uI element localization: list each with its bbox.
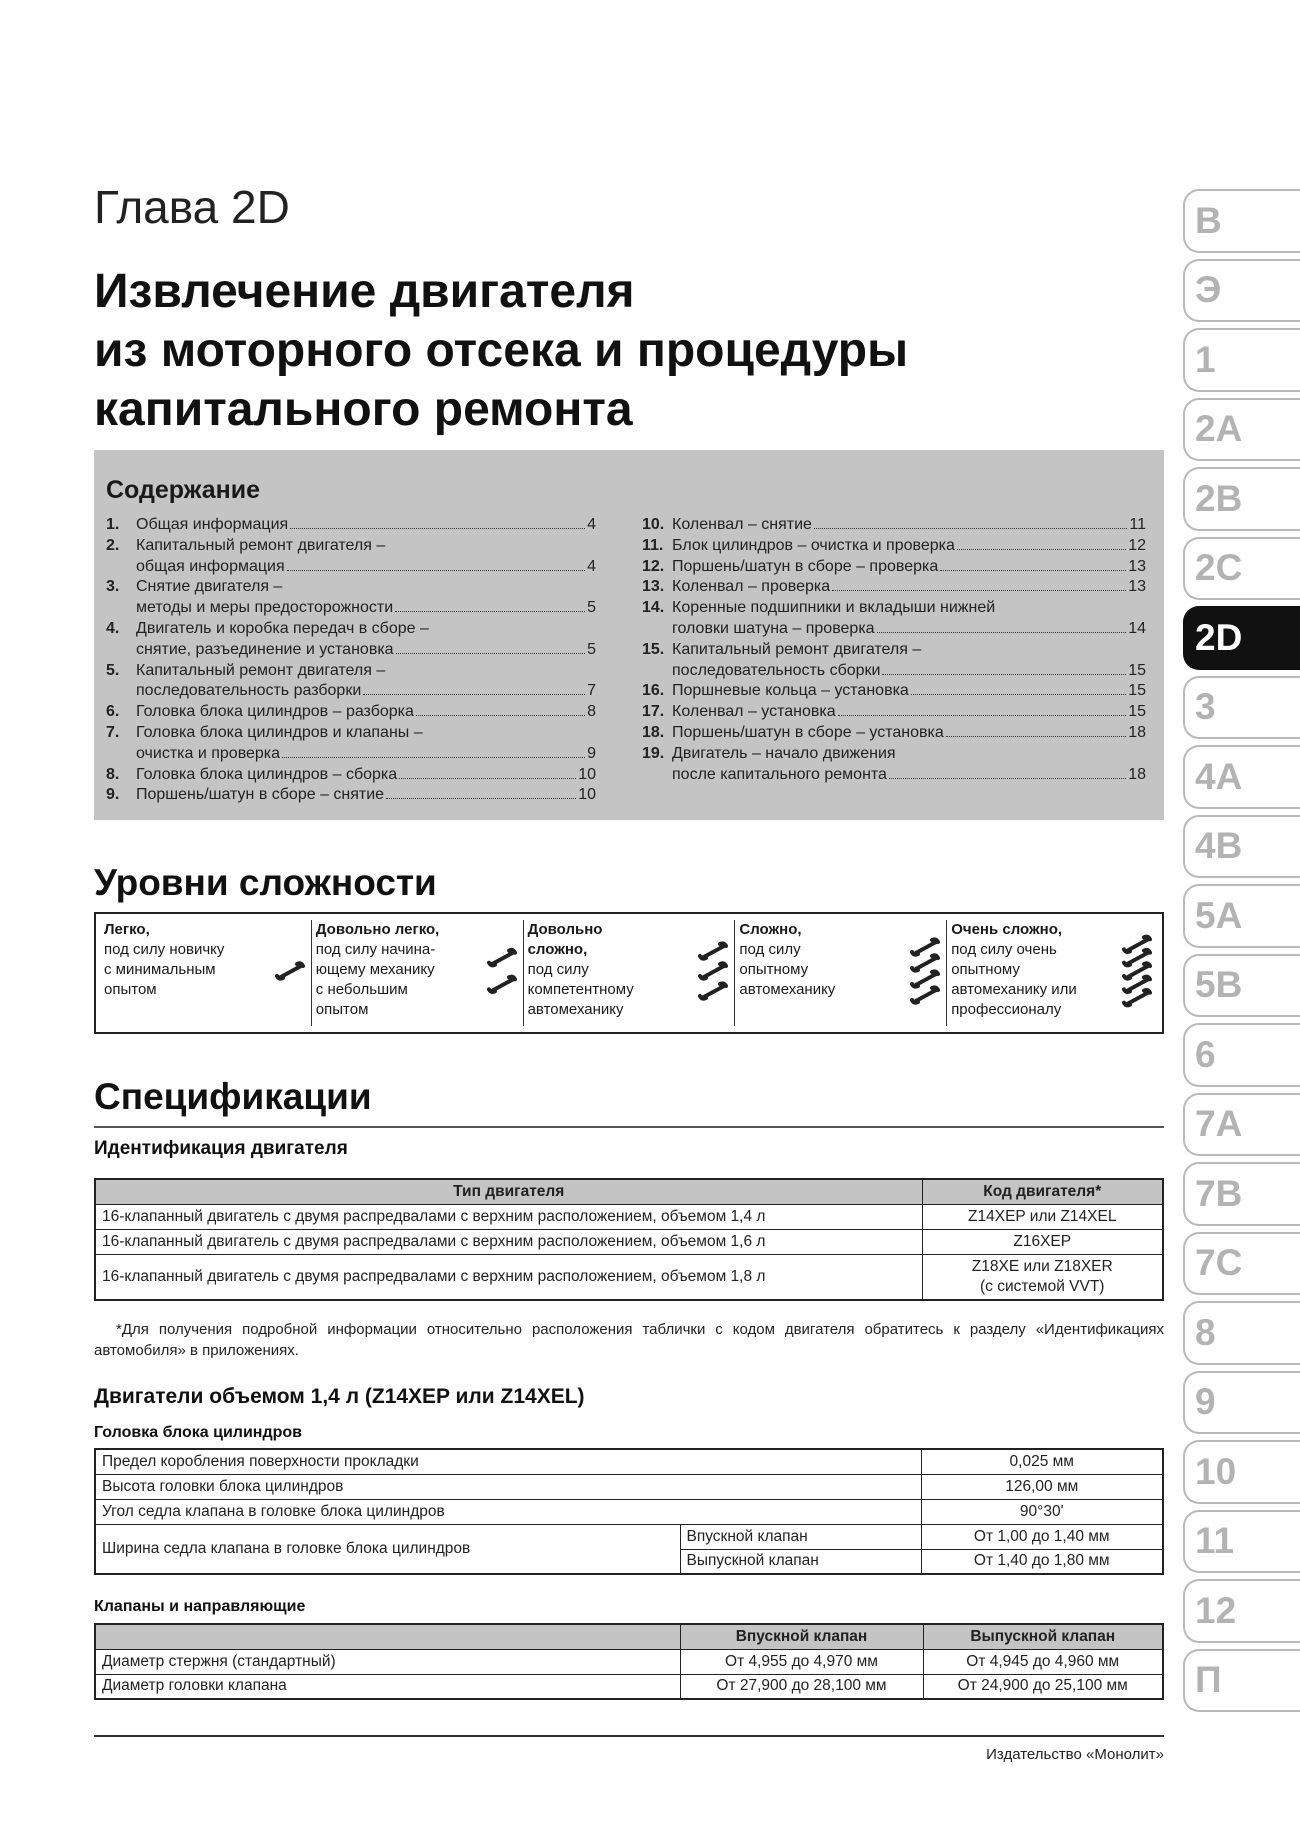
engine-code-line: Z18XE или Z18XER — [971, 1257, 1113, 1275]
toc-label: Коренные подшипники и вкладыши нижней — [672, 599, 996, 617]
tab-chapter-5a[interactable]: 5A — [1183, 884, 1300, 948]
toc-text — [672, 577, 1146, 598]
difficulty-title: Очень сложно, — [951, 921, 1063, 938]
chapter-label: Глава 2D — [94, 181, 290, 233]
toc-right-column — [642, 515, 1146, 806]
toc-label: Поршень/шатун в сборе – проверка — [672, 557, 939, 575]
toc-text — [672, 744, 1146, 786]
table-row — [95, 1449, 1163, 1474]
toc-label: Коленвал – снятие — [672, 516, 812, 533]
toc-text — [672, 536, 1146, 557]
toc-text — [672, 598, 1146, 640]
toc-text — [136, 661, 596, 703]
difficulty-level — [947, 920, 1158, 1026]
engine-code-cell: Z16XEP — [922, 1229, 1163, 1254]
toc-text — [672, 702, 1146, 723]
toc-number: 18. — [642, 723, 665, 741]
value-cell: От 1,40 до 1,80 мм — [921, 1549, 1163, 1574]
specs-heading: Спецификации — [94, 1076, 1164, 1128]
engine-code-cell: Z14XEP или Z14XEL — [922, 1204, 1163, 1229]
difficulty-title: Довольно легко, — [315, 921, 440, 938]
difficulty-description: автомеханику — [739, 981, 836, 998]
table-row — [95, 1674, 1163, 1699]
toc-line — [136, 785, 596, 806]
difficulty-description: ющему механику — [315, 961, 435, 978]
col-param — [95, 1624, 680, 1649]
contents-box — [94, 450, 1164, 820]
toc-label: Поршень/шатун в сборе – снятие — [136, 786, 385, 804]
toc-text — [672, 640, 1146, 682]
toc-leader-dots — [814, 528, 1127, 529]
spanner-icon — [1122, 932, 1152, 1012]
toc-label: Капитальный ремонт двигателя – — [136, 661, 386, 679]
difficulty-description: под силу — [739, 941, 801, 958]
toc-label: Общая информация — [136, 516, 289, 533]
toc-line — [136, 723, 596, 744]
toc-text — [136, 765, 596, 786]
title-line: из моторного отсека и процедуры — [94, 324, 909, 377]
engine14-heading: Двигатели объемом 1,4 л (Z14XEP или Z14XEL) — [94, 1385, 585, 1408]
col-engine-code: Код двигателя* — [922, 1179, 1163, 1204]
tab-chapter-2a[interactable]: 2A — [1183, 398, 1300, 462]
toc-line — [136, 536, 596, 557]
difficulty-title: Легко, — [104, 921, 150, 938]
difficulty-icon — [273, 920, 307, 1026]
toc-line — [136, 702, 596, 723]
spanner-mark — [912, 939, 938, 954]
spanner-icon — [910, 932, 940, 1012]
engine-id-heading: Идентификация двигателя — [94, 1138, 348, 1159]
difficulty-text — [951, 920, 1120, 1026]
toc-line — [136, 640, 596, 661]
toc-leader-dots — [290, 528, 585, 529]
table-header-row — [95, 1179, 1163, 1204]
toc-label: головки шатуна – проверка — [672, 619, 875, 637]
toc-page-number: 13 — [1128, 578, 1146, 596]
toc-item[interactable] — [642, 557, 1146, 578]
toc-number: 7. — [106, 723, 120, 741]
toc-page-number: 10 — [578, 765, 596, 783]
toc-label: Поршневые кольца – установка — [672, 682, 909, 700]
difficulty-description: опытом — [315, 1001, 369, 1018]
spanner-icon — [698, 932, 728, 1012]
toc-line — [672, 515, 1146, 536]
toc-label: Капитальный ремонт двигателя – — [672, 640, 922, 658]
toc-line — [672, 619, 1146, 640]
toc-line — [672, 577, 1146, 598]
valves-table — [94, 1623, 1164, 1700]
difficulty-icon — [485, 920, 519, 1026]
toc-number: 14. — [642, 599, 665, 617]
toc-line — [672, 744, 1146, 765]
title-line: капитального ремонта — [94, 383, 633, 436]
difficulty-heading: Уровни сложности — [94, 862, 1164, 914]
toc-leader-dots — [838, 715, 1127, 716]
toc-number: 9. — [106, 786, 120, 804]
toc-item[interactable] — [642, 515, 1146, 536]
difficulty-description: опытному — [739, 961, 809, 978]
spanner-mark — [912, 971, 938, 986]
engine-type-cell: 16-клапанный двигатель с двумя распредвалами с верхним расположением, объемом 1,8 л — [95, 1254, 922, 1300]
engine-code-line: (с системой VVT) — [980, 1277, 1105, 1295]
difficulty-icon — [696, 920, 730, 1026]
toc-item[interactable] — [642, 598, 1146, 640]
toc-item[interactable] — [106, 661, 596, 703]
tab-chapter-11[interactable]: 11 — [1183, 1510, 1300, 1574]
toc-line — [672, 640, 1146, 661]
tab-chapter-8[interactable]: 8 — [1183, 1301, 1300, 1365]
toc-number: 17. — [642, 703, 665, 721]
toc-leader-dots — [395, 611, 585, 612]
footer-divider — [94, 1735, 1164, 1737]
toc-text — [672, 515, 1146, 536]
toc-item[interactable] — [642, 744, 1146, 786]
toc-line — [136, 598, 596, 619]
toc-number: 10. — [642, 516, 665, 533]
tab-chapter-4a[interactable]: 4A — [1183, 745, 1300, 809]
toc-label: снятие, разъединение и установка — [136, 640, 394, 658]
toc-leader-dots — [940, 570, 1126, 571]
spanner-mark — [700, 983, 726, 998]
difficulty-description: под силу очень — [951, 941, 1057, 958]
toc-item[interactable] — [642, 536, 1146, 557]
cyl-head-heading: Головка блока цилиндров — [94, 1424, 302, 1441]
table-row — [95, 1254, 1163, 1300]
toc-page-number: 7 — [587, 682, 596, 700]
spanner-mark — [489, 950, 515, 965]
value-cell: 0,025 мм — [921, 1449, 1163, 1474]
toc-leader-dots — [287, 570, 585, 571]
spanner-icon — [275, 932, 305, 1012]
toc-number: 4. — [106, 619, 120, 637]
toc-page-number: 18 — [1128, 723, 1146, 741]
toc-item[interactable] — [642, 723, 1146, 744]
value-cell: 126,00 мм — [921, 1474, 1163, 1499]
param-cell: Угол седла клапана в головке блока цилиндров — [95, 1499, 921, 1524]
tab-chapter-12[interactable]: 12 — [1183, 1579, 1300, 1643]
param-cell: Предел коробления поверхности прокладки — [95, 1449, 921, 1474]
toc-number: 19. — [642, 744, 665, 762]
param-cell: Ширина седла клапана в головке блока цилиндров — [95, 1524, 680, 1574]
toc-line — [136, 681, 596, 702]
toc-text — [672, 681, 1146, 702]
toc-text — [136, 577, 596, 619]
toc-label: Двигатель – начало движения — [672, 744, 896, 762]
exhaust-cell: От 24,900 до 25,100 мм — [923, 1674, 1163, 1699]
difficulty-description: автомеханику или — [951, 981, 1077, 998]
toc-page-number: 15 — [1128, 703, 1146, 721]
toc-page-number: 15 — [1128, 682, 1146, 700]
toc-page-number: 14 — [1128, 619, 1146, 637]
spanner-mark — [912, 987, 938, 1002]
difficulty-icon — [908, 920, 942, 1026]
sub-param-cell: Выпускной клапан — [680, 1549, 921, 1574]
toc-page-number: 12 — [1128, 536, 1146, 554]
difficulty-description: опытом — [104, 981, 157, 998]
page-title — [94, 262, 1154, 439]
toc-item[interactable] — [642, 577, 1146, 598]
toc-line — [136, 515, 596, 536]
toc-line — [672, 723, 1146, 744]
toc-number: 5. — [106, 661, 120, 679]
toc-item[interactable] — [106, 577, 596, 619]
tab-chapter-э[interactable]: Э — [1183, 259, 1300, 323]
toc-text — [136, 515, 596, 536]
toc-label: Головка блока цилиндров – разборка — [136, 703, 414, 721]
tab-chapter-10[interactable]: 10 — [1183, 1440, 1300, 1504]
toc-number: 2. — [106, 536, 120, 554]
difficulty-title: Сложно, — [739, 921, 802, 938]
engine-code-cell — [922, 1254, 1163, 1300]
toc-page-number: 15 — [1128, 661, 1146, 679]
toc-label: очистка и проверка — [136, 744, 281, 762]
toc-text — [136, 723, 596, 765]
difficulty-levels — [94, 912, 1164, 1034]
difficulty-description: с минимальным — [104, 961, 216, 978]
tab-chapter-1[interactable]: 1 — [1183, 328, 1300, 392]
toc-text — [136, 785, 596, 806]
title-line: Извлечение двигателя — [94, 265, 635, 318]
toc-line — [136, 661, 596, 682]
spanner-mark — [277, 963, 303, 978]
toc-line — [136, 577, 596, 598]
valves-heading: Клапаны и направляющие — [94, 1598, 306, 1615]
spanner-mark — [912, 955, 938, 970]
toc-leader-dots — [386, 798, 576, 799]
toc-number: 16. — [642, 682, 665, 700]
difficulty-description: автомеханику — [527, 1001, 624, 1018]
sub-param-cell: Впускной клапан — [680, 1524, 921, 1549]
value-cell: От 1,00 до 1,40 мм — [921, 1524, 1163, 1549]
toc-label: Головка блока цилиндров и клапаны – — [136, 723, 423, 741]
toc-leader-dots — [911, 694, 1126, 695]
toc-number: 11. — [642, 536, 664, 554]
difficulty-level — [312, 920, 524, 1026]
table-row — [95, 1524, 1163, 1549]
difficulty-icon — [1120, 920, 1154, 1026]
exhaust-cell: От 4,945 до 4,960 мм — [923, 1649, 1163, 1674]
toc-line — [136, 557, 596, 578]
spanner-mark — [700, 963, 726, 978]
toc-leader-dots — [416, 715, 585, 716]
toc-label: Блок цилиндров – очистка и проверка — [672, 536, 955, 554]
toc-label: Двигатель и коробка передач в сборе – — [136, 619, 429, 637]
tab-chapter-п[interactable]: П — [1183, 1649, 1300, 1713]
toc-item[interactable] — [642, 702, 1146, 723]
tab-chapter-2b[interactable]: 2B — [1183, 467, 1300, 531]
cyl-head-table — [94, 1448, 1164, 1575]
spanner-icon — [487, 932, 517, 1012]
toc-line — [672, 598, 1146, 619]
engine-type-cell: 16-клапанный двигатель с двумя распредвалами с верхним расположением, объемом 1,6 л — [95, 1229, 922, 1254]
tab-chapter-6[interactable]: 6 — [1183, 1023, 1300, 1087]
toc-leader-dots — [882, 674, 1126, 675]
toc-label: после капитального ремонта — [672, 765, 887, 783]
spanner-mark — [489, 977, 515, 992]
tab-chapter-4b[interactable]: 4B — [1183, 815, 1300, 879]
difficulty-title: Довольно — [527, 921, 603, 938]
difficulty-title: сложно, — [527, 941, 588, 958]
contents-heading: Содержание — [106, 476, 261, 504]
toc-leader-dots — [877, 632, 1127, 633]
value-cell: 90°30' — [921, 1499, 1163, 1524]
toc-page-number: 4 — [587, 516, 596, 533]
toc-label: Капитальный ремонт двигателя – — [136, 536, 386, 554]
chapter-tabs — [1183, 189, 1300, 1718]
difficulty-text — [528, 920, 697, 1026]
difficulty-level — [524, 920, 736, 1026]
table-row — [95, 1474, 1163, 1499]
toc-page-number: 5 — [587, 640, 596, 658]
toc-leader-dots — [399, 778, 576, 779]
toc-number: 8. — [106, 765, 120, 783]
toc-line — [672, 661, 1146, 682]
param-cell: Диаметр головки клапана — [95, 1674, 680, 1699]
param-cell: Диаметр стержня (стандартный) — [95, 1649, 680, 1674]
toc-leader-dots — [946, 736, 1126, 737]
spanner-mark — [700, 943, 726, 958]
toc-leader-dots — [832, 590, 1126, 591]
intake-cell: От 27,900 до 28,100 мм — [680, 1674, 923, 1699]
publisher-footer: Издательство «Монолит» — [986, 1746, 1164, 1763]
tab-chapter-в[interactable]: В — [1183, 189, 1300, 253]
toc-label: последовательность разборки — [136, 682, 362, 700]
table-row — [95, 1229, 1163, 1254]
toc-text — [672, 723, 1146, 744]
difficulty-description: компетентному — [527, 981, 634, 998]
toc-item[interactable] — [106, 723, 596, 765]
toc-item[interactable] — [642, 681, 1146, 702]
col-intake: Впускной клапан — [680, 1624, 923, 1649]
toc-page-number: 8 — [587, 703, 596, 721]
toc-number: 6. — [106, 703, 120, 721]
toc-label: Головка блока цилиндров – сборка — [136, 765, 398, 783]
tab-chapter-7a[interactable]: 7A — [1183, 1093, 1300, 1157]
toc-leader-dots — [282, 757, 585, 758]
toc-text — [136, 619, 596, 661]
toc-number: 3. — [106, 578, 120, 596]
engine-code-footnote: *Для получения подробной информации относительно расположения таблички с кодом двигателя обратитесь к разделу «Идентификациях автомобиля» в приложениях. — [94, 1321, 1164, 1359]
col-engine-type: Тип двигателя — [95, 1179, 922, 1204]
difficulty-description: с небольшим — [315, 981, 408, 998]
toc-line — [672, 557, 1146, 578]
param-cell: Высота головки блока цилиндров — [95, 1474, 921, 1499]
toc-leader-dots — [957, 549, 1126, 550]
toc-item[interactable] — [106, 536, 596, 578]
toc-line — [672, 765, 1146, 786]
toc-line — [672, 536, 1146, 557]
tab-chapter-7c[interactable]: 7C — [1183, 1232, 1300, 1296]
toc-page-number: 4 — [587, 557, 596, 575]
toc-line — [136, 765, 596, 786]
toc-leader-dots — [363, 694, 585, 695]
tab-chapter-2d[interactable]: 2D — [1183, 606, 1300, 670]
toc-label: последовательность сборки — [672, 661, 881, 679]
table-header-row — [95, 1624, 1163, 1649]
engine-type-cell: 16-клапанный двигатель с двумя распредвалами с верхним расположением, объемом 1,4 л — [95, 1204, 922, 1229]
toc-label: Снятие двигателя – — [136, 578, 283, 596]
toc-number: 13. — [642, 578, 665, 596]
table-row — [95, 1204, 1163, 1229]
toc-item[interactable] — [642, 640, 1146, 682]
tab-chapter-3[interactable]: 3 — [1183, 676, 1300, 740]
toc-page-number: 9 — [587, 744, 596, 762]
col-exhaust: Выпускной клапан — [923, 1624, 1163, 1649]
difficulty-text — [104, 920, 273, 1026]
difficulty-description: под силу новичку — [104, 941, 225, 958]
toc-item[interactable] — [106, 765, 596, 786]
toc-text — [136, 536, 596, 578]
toc-item[interactable] — [106, 702, 596, 723]
difficulty-description: опытному — [951, 961, 1020, 978]
toc-page-number: 11 — [1129, 516, 1146, 533]
tab-chapter-5b[interactable]: 5B — [1183, 954, 1300, 1018]
toc-label: Поршень/шатун в сборе – установка — [672, 723, 944, 741]
toc-number: 12. — [642, 557, 665, 575]
toc-line — [672, 681, 1146, 702]
difficulty-level — [735, 920, 947, 1026]
toc-label: методы и меры предосторожности — [136, 599, 394, 617]
toc-number: 15. — [642, 640, 665, 658]
intake-cell: От 4,955 до 4,970 мм — [680, 1649, 923, 1674]
toc-item[interactable] — [106, 515, 596, 536]
toc-item[interactable] — [106, 619, 596, 661]
toc-page-number: 13 — [1128, 557, 1146, 575]
toc-label: общая информация — [136, 557, 285, 575]
engine-id-table — [94, 1178, 1164, 1301]
toc-text — [672, 557, 1146, 578]
toc-leader-dots — [889, 778, 1126, 779]
tab-chapter-9[interactable]: 9 — [1183, 1371, 1300, 1435]
table-row — [95, 1499, 1163, 1524]
toc-number: 1. — [106, 516, 120, 533]
toc-page-number: 5 — [587, 599, 596, 617]
toc-label: Коленвал – установка — [672, 703, 836, 721]
toc-item[interactable] — [106, 785, 596, 806]
difficulty-level — [100, 920, 312, 1026]
difficulty-description: профессионалу — [951, 1001, 1062, 1018]
difficulty-description: под силу начина- — [315, 941, 436, 958]
tab-chapter-2c[interactable]: 2C — [1183, 537, 1300, 601]
toc-page-number: 10 — [578, 786, 596, 804]
toc-text — [136, 702, 596, 723]
toc-line — [672, 702, 1146, 723]
toc-label: Коленвал – проверка — [672, 578, 831, 596]
table-row — [95, 1649, 1163, 1674]
toc-line — [136, 744, 596, 765]
difficulty-text — [316, 920, 485, 1026]
difficulty-description: под силу — [527, 961, 589, 978]
toc-left-column — [106, 515, 596, 806]
difficulty-text — [739, 920, 908, 1026]
toc-page-number: 18 — [1128, 765, 1146, 783]
toc-line — [136, 619, 596, 640]
tab-chapter-7b[interactable]: 7B — [1183, 1162, 1300, 1226]
toc-leader-dots — [396, 653, 586, 654]
